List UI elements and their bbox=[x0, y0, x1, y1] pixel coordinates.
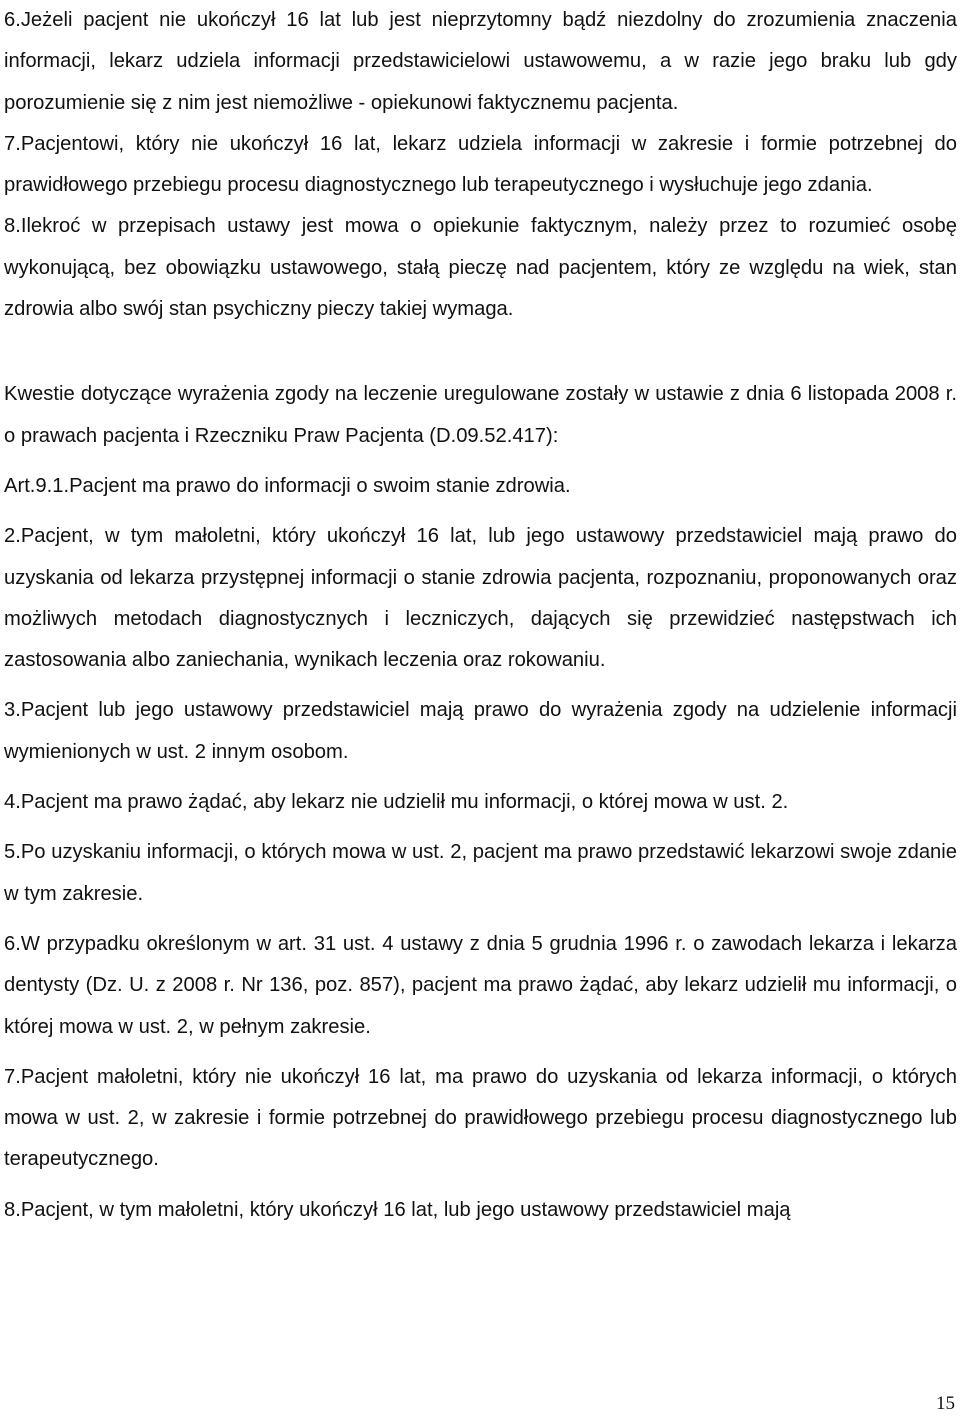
paragraph-7: 7.Pacjentowi, który nie ukończył 16 lat, lekarz udziela informacji w zakresie i formie potrzebnej do prawidłowego przebiegu procesu diagnostycznego lub terapeutycznego i wysłuchuje jego zdania. bbox=[4, 132, 957, 197]
paragraph-8: 8.Ilekroć w przepisach ustawy jest mowa o opiekunie faktycznym, należy przez to rozumieć osobę wykonującą, bez obowiązku ustawowego, stałą pieczę nad pacjentem, który ze względu na wiek, stan zdrowia albo swój stan psychiczny pieczy takiej wymaga. bbox=[4, 215, 957, 321]
article-9-7: 7.Pacjent małoletni, który nie ukończył 16 lat, ma prawo do uzyskania od lekarza informacji, o których mowa w ust. 2, w zakresie i formie potrzebnej do prawidłowego przebiegu procesu diagnostycznego lub terapeutycznego. bbox=[4, 1065, 957, 1171]
article-9-8: 8.Pacjent, w tym małoletni, który ukończył 16 lat, lub jego ustawowy przedstawiciel mają bbox=[4, 1198, 791, 1221]
intro-paragraph: Kwestie dotyczące wyrażenia zgody na leczenie uregulowane zostały w ustawie z dnia 6 listopada 2008 r. o prawach pacjenta i Rzeczniku Praw Pacjenta (D.09.52.417): bbox=[4, 383, 957, 447]
article-9-2: 2.Pacjent, w tym małoletni, który ukończył 16 lat, lub jego ustawowy przedstawiciel mają prawo do uzyskania od lekarza przystępnej informacji o stanie zdrowia pacjenta, rozpoznaniu, proponowanych oraz możliwych metodach diagnostycznych i leczniczych, dających się przewidzieć następstwach ich zastosowania albo zaniechania, wynikach leczenia oraz rokowaniu. bbox=[4, 525, 957, 672]
document-page bbox=[4, 0, 957, 1231]
article-9-5: 5.Po uzyskaniu informacji, o których mowa w ust. 2, pacjent ma prawo przedstawić lekarzowi swoje zdanie w tym zakresie. bbox=[4, 841, 957, 905]
article-9-4: 4.Pacjent ma prawo żądać, aby lekarz nie udzielił mu informacji, o której mowa w ust. 2. bbox=[4, 791, 789, 814]
article-9-3: 3.Pacjent lub jego ustawowy przedstawiciel mają prawo do wyrażenia zgody na udzielenie informacji wymienionych w ust. 2 innym osobom. bbox=[4, 699, 957, 763]
paragraph-6: 6.Jeżeli pacjent nie ukończył 16 lat lub jest nieprzytomny bądź niezdolny do zrozumienia znaczenia informacji, lekarz udziela informacji przedstawicielowi ustawowemu, a w razie jego braku lub gdy porozumienie się z nim jest niemożliwe - opiekunowi faktycznemu pacjenta. bbox=[4, 9, 957, 114]
article-9-6: 6.W przypadku określonym w art. 31 ust. 4 ustawy z dnia 5 grudnia 1996 r. o zawodach lekarza i lekarza dentysty (Dz. U. z 2008 r. Nr 136, poz. 857), pacjent ma prawo żądać, aby lekarz udzielił mu informacji, o której mowa w ust. 2, w pełnym zakresie. bbox=[4, 932, 957, 1038]
page-number: 15 bbox=[936, 1393, 955, 1414]
article-9-1: Art.9.1.Pacjent ma prawo do informacji o swoim stanie zdrowia. bbox=[4, 474, 571, 497]
